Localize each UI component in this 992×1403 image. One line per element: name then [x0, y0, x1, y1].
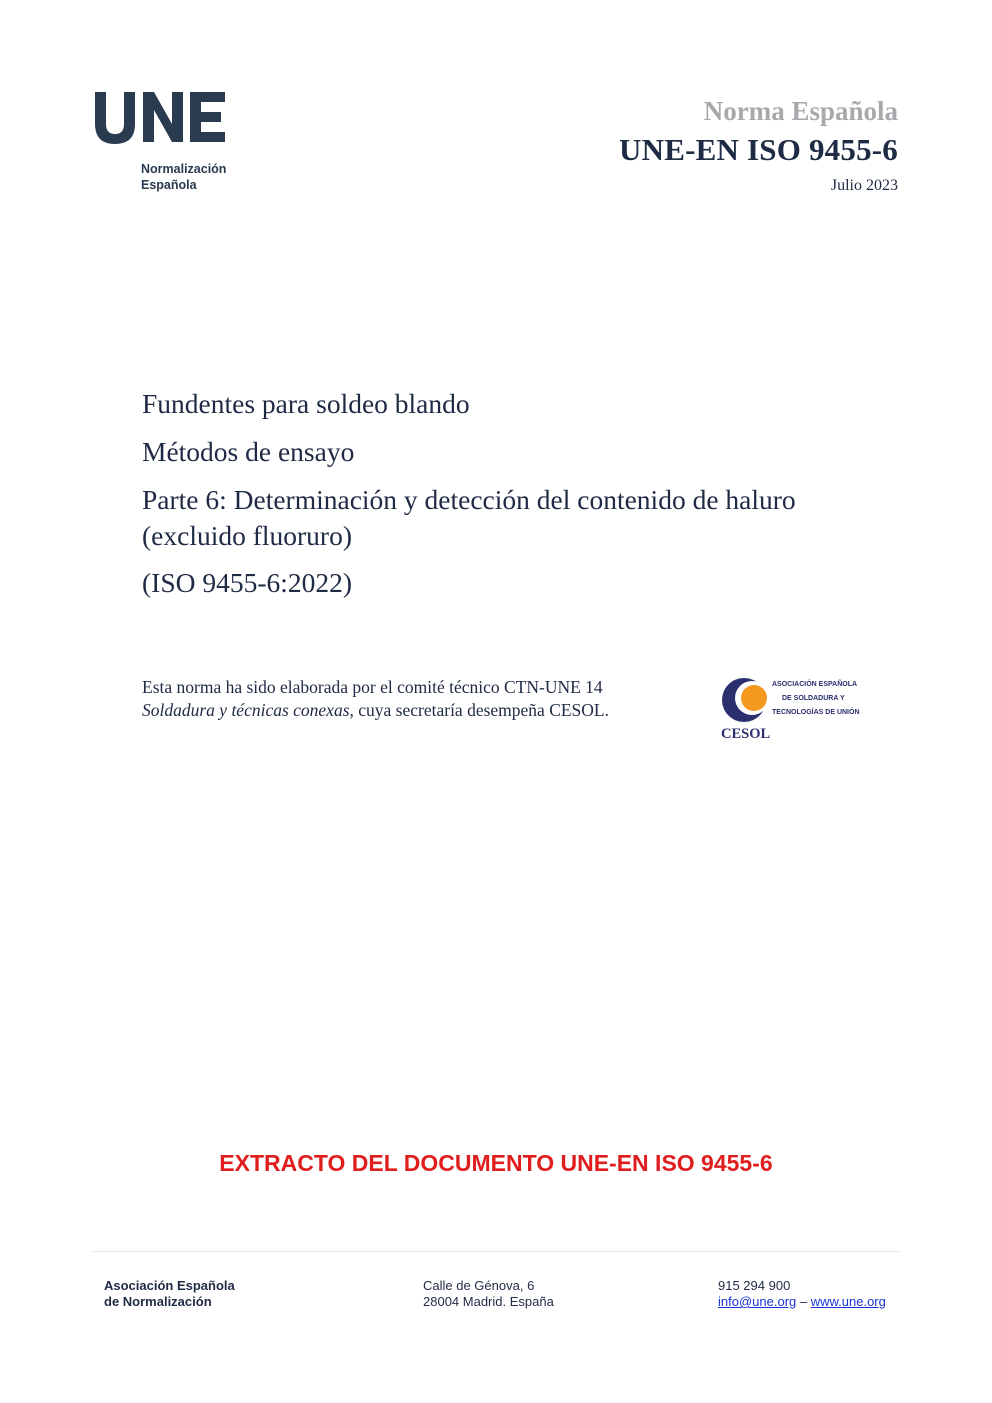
- footer-org-line2: de Normalización: [104, 1294, 212, 1309]
- title-line3: Parte 6: Determinación y detección del contenido de haluro (excluido fluoruro): [142, 484, 796, 551]
- footer-link-separator: –: [796, 1294, 811, 1309]
- title-line1: Fundentes para soldeo blando: [142, 388, 470, 419]
- footer-org-line1: Asociación Española: [104, 1278, 235, 1293]
- title-line2: Métodos de ensayo: [142, 436, 355, 467]
- website-link[interactable]: www.une.org: [810, 1294, 886, 1309]
- publication-date: Julio 2023: [830, 177, 898, 194]
- standard-code: UNE-EN ISO 9455-6: [619, 132, 898, 167]
- cesol-text-line3: TECNOLOGÍAS DE UNIÓN: [772, 709, 860, 716]
- une-logo: [93, 90, 227, 144]
- cesol-text-line2: DE SOLDADURA Y: [782, 695, 845, 702]
- cesol-logo: [718, 676, 864, 746]
- footer-address: [423, 1278, 554, 1310]
- committee-text-before: Esta norma ha sido elaborada por el comité técnico CTN-UNE 14: [142, 677, 603, 697]
- une-wordmark-icon: [93, 90, 227, 144]
- footer-address-line2: 28004 Madrid. España: [423, 1294, 554, 1309]
- footer-organization: [104, 1278, 235, 1310]
- committee-name: Soldadura y técnicas conexas: [142, 700, 350, 720]
- logo-subtitle-line1: Normalización: [141, 162, 227, 176]
- footer-links: [718, 1294, 886, 1310]
- footer-address-line1: Calle de Génova, 6: [423, 1278, 535, 1293]
- extract-notice: EXTRACTO DEL DOCUMENTO UNE-EN ISO 9455-6: [219, 1150, 773, 1176]
- logo-subtitle-line2: Española: [141, 178, 197, 192]
- footer-contact: [718, 1278, 886, 1310]
- footer-phone: 915 294 900: [718, 1278, 791, 1293]
- cesol-emblem-icon: [718, 676, 772, 728]
- norma-label: Norma Española: [703, 96, 898, 126]
- committee-text-after: , cuya secretaría desempeña CESOL.: [349, 700, 609, 720]
- email-link[interactable]: info@une.org: [718, 1294, 797, 1309]
- cesol-name: CESOL: [721, 726, 771, 742]
- footer-divider: [93, 1251, 899, 1252]
- title-iso-reference: (ISO 9455-6:2022): [142, 567, 353, 598]
- committee-paragraph: [142, 676, 612, 722]
- cesol-text-line1: ASOCIACIÓN ESPAÑOLA: [772, 681, 858, 688]
